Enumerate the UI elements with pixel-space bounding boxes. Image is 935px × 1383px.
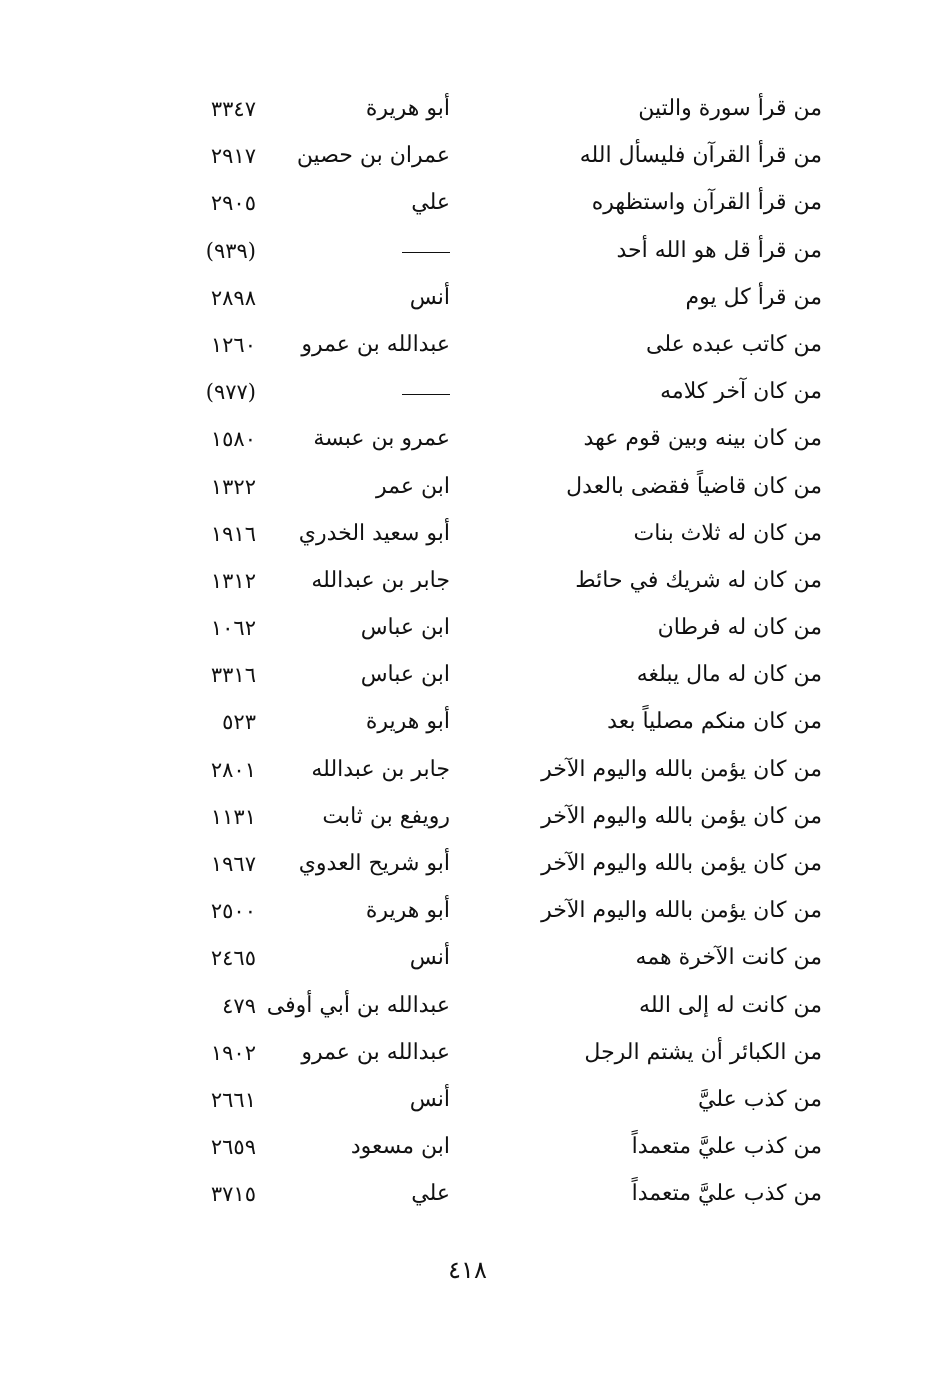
hadith-number: ١٩٦٧ xyxy=(210,852,256,876)
table-row xyxy=(150,1079,822,1126)
hadith-phrase: من كان له فرطان xyxy=(657,615,822,641)
narrator-dash xyxy=(402,236,450,266)
hadith-number: ١٩١٦ xyxy=(210,521,256,546)
hadith-phrase: من كان يؤمن بالله واليوم الآخر xyxy=(541,851,822,876)
narrator-name: أبو شريح العدوي xyxy=(298,851,450,876)
hadith-phrase: من قرأ كل يوم xyxy=(685,284,822,310)
narrator-name: ابن عباس xyxy=(360,662,450,688)
narrator-name: علي xyxy=(411,1181,450,1207)
table-row xyxy=(150,371,822,418)
table-row xyxy=(150,1173,822,1220)
table-row xyxy=(150,324,822,371)
hadith-number: (٩٧٧) xyxy=(205,380,256,405)
hadith-number: ١٥٨٠ xyxy=(210,427,256,452)
hadith-phrase: من كان بينه وبين قوم عهد xyxy=(583,426,822,452)
narrator-name: رويفع بن ثابت xyxy=(322,803,450,829)
hadith-number: ٥٢٣ xyxy=(222,710,256,735)
narrator-name: أبو هريرة xyxy=(365,898,450,924)
hadith-number: ٣٣١٦ xyxy=(210,663,256,688)
hadith-number: ٣٧١٥ xyxy=(210,1182,256,1207)
hadith-phrase: من كانت له إلى الله xyxy=(639,992,822,1018)
hadith-phrase: من كانت الآخرة همه xyxy=(635,945,822,971)
narrator-name: عبدالله بن أبي أوفى xyxy=(266,992,450,1018)
hadith-phrase: من الكبائر أن يشتم الرجل xyxy=(584,1039,822,1065)
dash-line xyxy=(402,394,450,395)
hadith-phrase: من كان يؤمن بالله واليوم الآخر xyxy=(541,898,822,924)
table-row xyxy=(150,560,822,607)
narrator-name: ابن مسعود xyxy=(350,1134,450,1160)
hadith-number: ٢٤٦٥ xyxy=(210,946,256,971)
table-row xyxy=(150,418,822,465)
dash-line xyxy=(402,252,450,253)
hadith-phrase: من كان يؤمن بالله واليوم الآخر xyxy=(541,803,822,829)
narrator-name: ابن عمر xyxy=(376,473,450,499)
table-row xyxy=(150,466,822,513)
hadith-number: ٤٧٩ xyxy=(222,993,256,1018)
narrator-name: عمرو بن عبسة xyxy=(313,426,450,452)
table-row xyxy=(150,1032,822,1079)
hadith-phrase: من كان آخر كلامه xyxy=(660,379,822,405)
narrator-name: أنس xyxy=(409,1086,450,1112)
hadith-phrase: من قرأ سورة والتين xyxy=(638,96,822,121)
hadith-number: (٩٣٩) xyxy=(205,238,256,263)
narrator-name: عبدالله بن عمرو xyxy=(301,331,450,357)
hadith-number: ٢٥٠٠ xyxy=(210,899,256,924)
table-row xyxy=(150,182,822,229)
narrator-name: جابر بن عبدالله xyxy=(311,756,450,782)
table-row xyxy=(150,230,822,277)
hadith-index-table xyxy=(150,88,822,1221)
hadith-number: ١٢٦٠ xyxy=(210,332,256,357)
hadith-number: ٢٦٦١ xyxy=(210,1087,256,1112)
hadith-phrase: من كان قاضياً فقضى بالعدل xyxy=(566,473,822,499)
page-number: ٤١٨ xyxy=(448,1256,487,1284)
narrator-name: عبدالله بن عمرو xyxy=(301,1039,450,1065)
hadith-number: ٢٨٩٨ xyxy=(210,285,256,310)
table-row xyxy=(150,607,822,654)
hadith-phrase: من كذب عليَّ متعمداً xyxy=(631,1134,822,1160)
hadith-phrase: من كذب عليَّ متعمداً xyxy=(631,1181,822,1207)
table-row xyxy=(150,937,822,984)
narrator-name: أنس xyxy=(409,284,450,310)
hadith-phrase: من كان له شريك في حائط xyxy=(575,567,822,593)
table-row xyxy=(150,1126,822,1173)
hadith-phrase: من كان له مال يبلغه xyxy=(636,662,822,688)
hadith-phrase: من كان منكم مصلياً بعد xyxy=(607,709,822,735)
hadith-phrase: من قرأ القرآن واستظهره xyxy=(591,190,822,216)
hadith-phrase: من قرأ قل هو الله أحد xyxy=(616,237,822,263)
hadith-number: ١٣٢٢ xyxy=(210,474,256,499)
hadith-phrase: من كان له ثلاث بنات xyxy=(633,520,822,546)
narrator-name: أنس xyxy=(409,945,450,971)
narrator-name: علي xyxy=(411,190,450,216)
hadith-number: ١٠٦٢ xyxy=(210,616,256,641)
hadith-number: ١٩٠٢ xyxy=(210,1040,256,1065)
hadith-number: ١٣١٢ xyxy=(210,568,256,593)
hadith-phrase: من كان يؤمن بالله واليوم الآخر xyxy=(541,756,822,782)
hadith-phrase: من قرأ القرآن فليسأل الله xyxy=(579,143,822,169)
table-row xyxy=(150,277,822,324)
table-row xyxy=(150,985,822,1032)
narrator-name: ابن عباس xyxy=(360,615,450,641)
narrator-name: عمران بن حصين xyxy=(296,143,450,169)
narrator-dash xyxy=(402,377,450,407)
table-row xyxy=(150,513,822,560)
hadith-number: ٣٣٤٧ xyxy=(210,97,256,121)
table-row xyxy=(150,88,822,135)
table-row xyxy=(150,135,822,182)
hadith-number: ٢٨٠١ xyxy=(210,757,256,782)
narrator-name: أبو هريرة xyxy=(365,709,450,735)
hadith-number: ٢٦٥٩ xyxy=(210,1135,256,1160)
table-row xyxy=(150,654,822,701)
table-row xyxy=(150,701,822,748)
table-row xyxy=(150,843,822,890)
hadith-number: ٢٩١٧ xyxy=(210,144,256,169)
table-row xyxy=(150,890,822,937)
narrator-name: أبو هريرة xyxy=(365,96,450,121)
narrator-name: جابر بن عبدالله xyxy=(311,567,450,593)
table-row xyxy=(150,749,822,796)
hadith-phrase: من كذب عليَّ xyxy=(698,1086,822,1112)
hadith-number: ٢٩٠٥ xyxy=(210,191,256,216)
hadith-phrase: من كاتب عبده على xyxy=(646,331,822,357)
hadith-number: ١١٣١ xyxy=(210,804,256,829)
table-row xyxy=(150,796,822,843)
narrator-name: أبو سعيد الخدري xyxy=(298,520,450,546)
